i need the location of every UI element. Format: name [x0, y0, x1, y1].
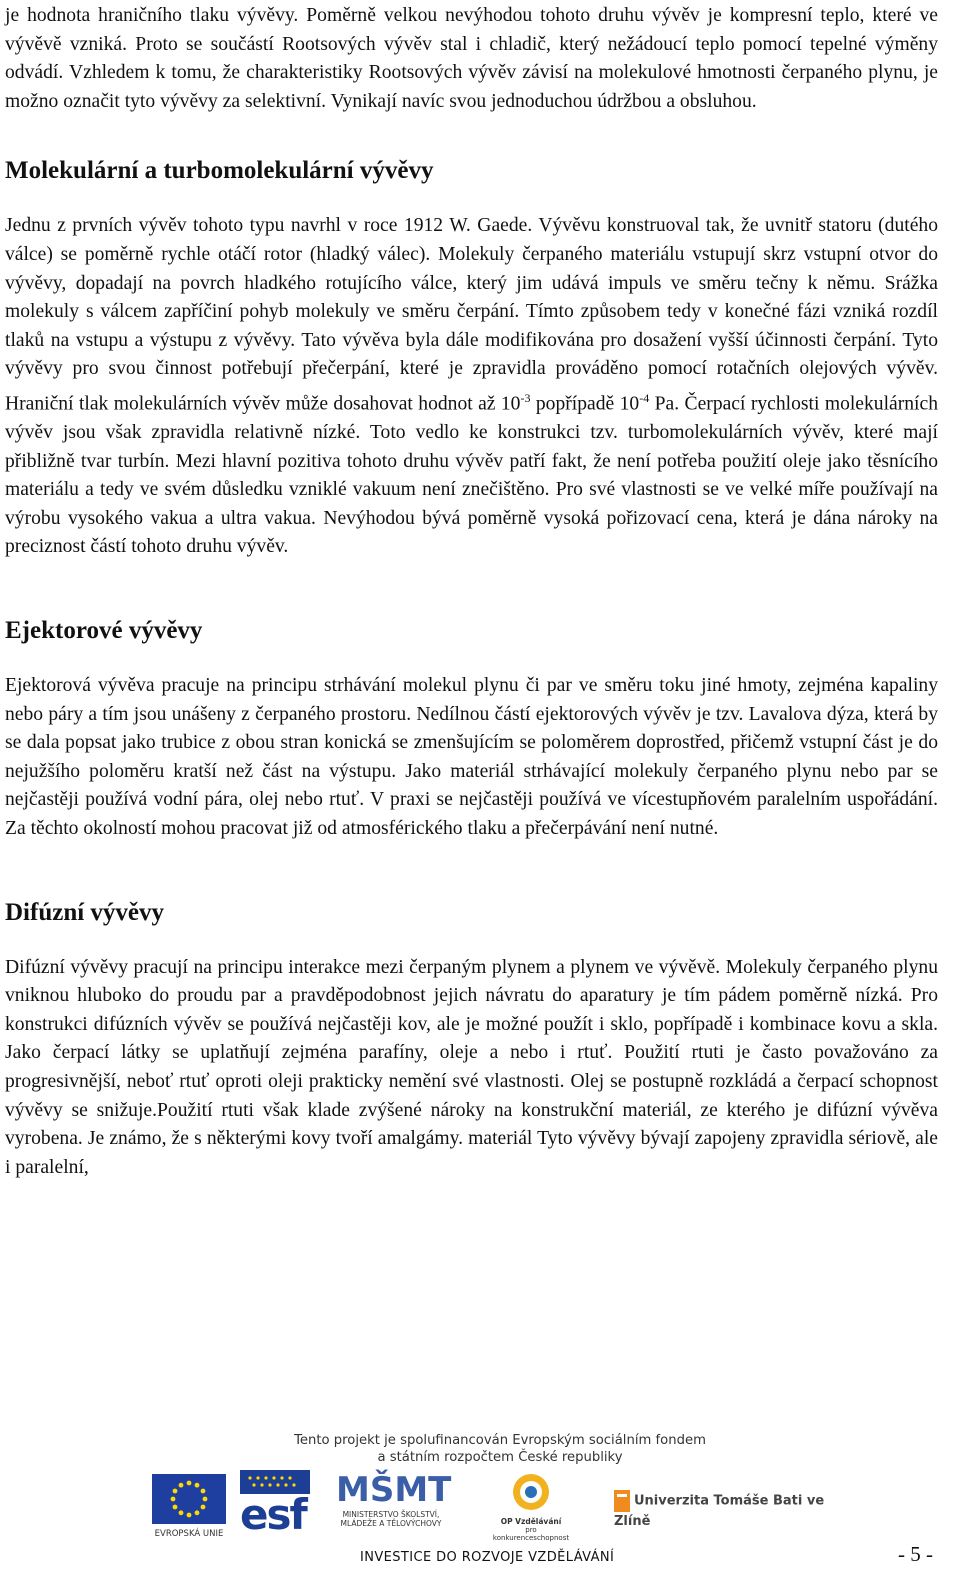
- page-content: [5, 0, 938, 1182]
- utb-wordmark: Univerzita Tomáše Bati ve Zlíně: [614, 1493, 825, 1529]
- eu-logo: EVROPSKÁ UNIE: [152, 1474, 226, 1539]
- footer-sponsors: [0, 1428, 960, 1595]
- eu-flag-icon: [152, 1474, 226, 1524]
- investice-label: INVESTICE DO ROZVOJE VZDĚLÁVÁNÍ: [360, 1550, 615, 1565]
- page-number: - 5 -: [898, 1542, 933, 1566]
- op-emblem-icon: [509, 1472, 553, 1512]
- heading-molecular: Molekulární a turbomolekulární vývěvy: [5, 157, 434, 185]
- msmt-wordmark: MŠMT: [336, 1470, 452, 1510]
- cofinancing-text: Tento projekt je spolufinancován Evropským sociálním fondem a státním rozpočtem České republiky: [294, 1433, 706, 1465]
- utb-emblem-icon: [614, 1490, 630, 1512]
- paragraph-ejector: Ejektorová vývěva pracuje na principu strhávání molekul plynu či par ve směru toku jiné hmoty, zejména kapaliny nebo páry a tím jsou unášeny z čerpaného prostoru. Nedílnou částí ejektorových vývěv je tzv. Lavalova dýza, která by se dala popsat jako trubice z obou stran konická se zmenšujícím se poloměrem doprostřed, přičemž vstupní část je do nejužšího poloměru kratší než část na výstupu. Jako materiál strhávající molekuly čerpaného plynu nebo par se nejčastěji používá vodní pára, olej nebo rtuť. V praxi se nejčastěji používá ve vícestupňovém paralelním uspořádání. Za těchto okolností mohou pracovat již od atmosférického tlaku a přečerpávání není nutné.: [5, 675, 938, 839]
- msmt-logo: MŠMT MINISTERSTVO ŠKOLSTVÍ, MLÁDEŽE A TĚLOVÝCHOVY: [336, 1470, 452, 1528]
- paragraph-diffusion: Difúzní vývěvy pracují na principu interakce mezi čerpaným plynem a plynem ve vývěvě. Molekuly čerpaného plynu vniknou hluboko do proudu par a pravděpodobnost jejich návratu do aparatury je tím pádem poměrně nízká. Pro konstrukci difúzních vývěv se používá nejčastěji kov, ale je možné použít i sklo, popřípadě i kombinace kovu a skla. Jako čerpací látky se uplatňují zejména parafíny, oleje a nebo i rtuť. Použití rtuti je často považováno za progresivnější, neboť rtuť oproti oleji prakticky nemění své vlastnosti. Olej se postupně rozkládá a čerpací schopnost vývěvy se snižuje.Použití rtuti však klade zvýšené nároky na konstrukční materiál, ze kterého je difúzní vývěva vyrobena. Je známo, že s některými kovy tvoří amalgámy. materiál Tyto vývěvy bývají zapojeny zpravidla sériově, ale i paralelní,: [5, 956, 938, 1178]
- esf-wordmark: esf: [240, 1490, 306, 1539]
- paragraph-molecular: Jednu z prvních vývěv tohoto typu navrhl v roce 1912 W. Gaede. Vývěvu konstruoval tak, že uvnitř statoru (dutého válce) se poměrně rychle otáčí rotor (hladký válec). Molekuly čerpaného materiálu vstupují skrz vstupní otvor do vývěvy, dopadají na povrch hladkého rotujícího válce, který jim udává impuls ve směru tečny k němu. Srážka molekuly s válcem zapříčiní pohyb molekuly ve směru čerpání. Tímto způsobem tedy v konečné fázi vzniká rozdíl tlaků na vstupu a výstupu z vývěvy. Tato vývěva byla dále modifikována pro dosažení vyšší účinnosti čerpání. Tyto vývěvy pro svou činnost potřebují přečerpání, které je zpravidla prováděno pomocí rotačních olejových vývěv. Hraniční tlak molekulárních vývěv může dosahovat hodnot až $10^{-3}$ popřípadě $10^{-4}$ Pa. Čerpací rychlosti molekulárních vývěv jsou však zpravidla relativně nízké. Toto vedlo ke konstrukci tzv. turbomolekulárních vývěv, které mají přibližně tvar turbín. Mezi hlavní pozitiva tohoto druhu vývěv patří fakt, že není potřeba použití oleje jako těsnícího materiálu a tedy ve svém důsledku vzniklé vakuum není znečištěno. Pro své vlastnosti se ve velké míře používají na výrobu vysokého vakua a ultra vakua. Nevýhodou bývá poměrně vysoká pořizovací cena, která je dána nároky na preciznost částí tohoto druhu vývěv.: [5, 215, 938, 558]
- heading-ejector: Ejektorové vývěvy: [5, 617, 203, 645]
- heading-diffusion: Difúzní vývěvy: [5, 898, 165, 926]
- intro-paragraph: je hodnota hraničního tlaku vývěvy. Poměrně velkou nevýhodou tohoto druhu vývěv je kompresní teplo, které ve vývěvě vzniká. Proto se součástí Rootsových vývěv stal i chladič, který nežádoucí teplo pomocí tepelné výměny odvádí. Vzhledem k tomu, že charakteristiky Rootsových vývěv závisí na molekulové hmotnosti čerpaného plynu, je možno označit tyto vývěvy za selektivní. Vynikají navíc svou jednoduchou údržbou a obsluhou.: [5, 5, 939, 112]
- utb-logo: [614, 1490, 834, 1530]
- esf-logo: [240, 1470, 310, 1537]
- op-logo: OP Vzdělávání pro konkurenceschopnost: [488, 1472, 574, 1542]
